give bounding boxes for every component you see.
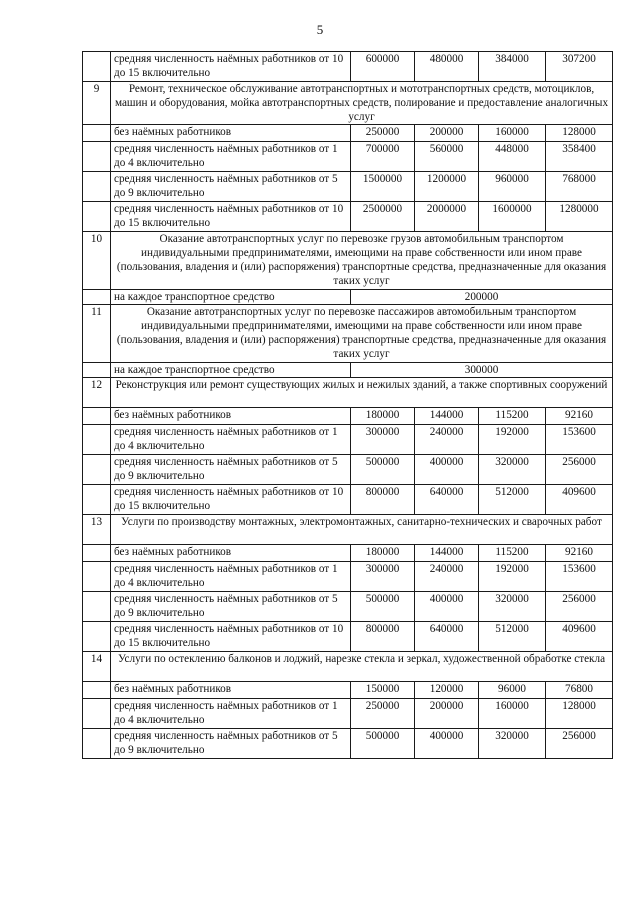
row-number-cell — [83, 125, 111, 142]
rate-value-3: 320000 — [479, 455, 546, 485]
rate-value-2: 640000 — [415, 622, 479, 652]
rate-value-3: 320000 — [479, 592, 546, 622]
rate-value-3: 115200 — [479, 545, 546, 562]
row-number-cell — [83, 363, 111, 378]
section-header-row — [83, 652, 613, 682]
rate-value-4: 76800 — [546, 682, 613, 699]
section-header-row — [83, 378, 613, 408]
rate-value-2: 400000 — [415, 455, 479, 485]
row-number-cell — [83, 172, 111, 202]
rate-row — [83, 729, 613, 759]
rate-row — [83, 202, 613, 232]
rate-value-3: 320000 — [479, 729, 546, 759]
row-number-cell — [83, 622, 111, 652]
section-title: Реконструкция или ремонт существующих жилых и нежилых зданий, а также спортивных сооружений — [111, 378, 613, 408]
row-number-cell — [83, 729, 111, 759]
rate-value-4: 128000 — [546, 125, 613, 142]
row-label: средняя численность наёмных работников от 5 до 9 включительно — [111, 729, 351, 759]
row-label: на каждое транспортное средство — [111, 363, 351, 378]
section-title: Услуги по остеклению балконов и лоджий, нарезке стекла и зеркал, художественной обработке стекла — [111, 652, 613, 682]
rate-value-4: 92160 — [546, 545, 613, 562]
vehicle-rate-row — [83, 363, 613, 378]
rate-value-1: 250000 — [351, 699, 415, 729]
rate-value-3: 192000 — [479, 562, 546, 592]
row-number-cell — [83, 699, 111, 729]
section-number: 9 — [83, 82, 111, 125]
rate-value-2: 640000 — [415, 485, 479, 515]
section-title: Ремонт, техническое обслуживание автотранспортных и мототранспортных средств, мотоциклов, машин и оборудования, мойка автотранспортных средств, полирование и предоставление аналогичных услуг — [111, 82, 613, 125]
rate-value-1: 800000 — [351, 485, 415, 515]
rate-value-3: 384000 — [479, 52, 546, 82]
rate-value: 300000 — [351, 363, 613, 378]
rate-value-2: 1200000 — [415, 172, 479, 202]
rate-value-3: 512000 — [479, 622, 546, 652]
rate-value-1: 800000 — [351, 622, 415, 652]
rate-row — [83, 592, 613, 622]
row-number-cell — [83, 52, 111, 82]
rate-value-2: 144000 — [415, 545, 479, 562]
rate-value-3: 160000 — [479, 125, 546, 142]
rate-row — [83, 142, 613, 172]
section-number: 12 — [83, 378, 111, 408]
rate-value-2: 2000000 — [415, 202, 479, 232]
rate-value-2: 120000 — [415, 682, 479, 699]
row-label: средняя численность наёмных работников от 10 до 15 включительно — [111, 202, 351, 232]
row-label: средняя численность наёмных работников от 5 до 9 включительно — [111, 592, 351, 622]
rate-value-2: 240000 — [415, 562, 479, 592]
section-title: Услуги по производству монтажных, электромонтажных, санитарно-технических и сварочных работ — [111, 515, 613, 545]
row-number-cell — [83, 425, 111, 455]
rate-value-1: 180000 — [351, 408, 415, 425]
row-label: средняя численность наёмных работников от 10 до 15 включительно — [111, 52, 351, 82]
rate-value-4: 409600 — [546, 622, 613, 652]
rate-row — [83, 562, 613, 592]
section-header-row — [83, 515, 613, 545]
row-label: средняя численность наёмных работников от 10 до 15 включительно — [111, 622, 351, 652]
row-number-cell — [83, 455, 111, 485]
row-label: без наёмных работников — [111, 545, 351, 562]
section-header-row — [83, 82, 613, 125]
section-number: 14 — [83, 652, 111, 682]
rate-value-4: 307200 — [546, 52, 613, 82]
rate-value-1: 300000 — [351, 425, 415, 455]
rate-row — [83, 172, 613, 202]
row-number-cell — [83, 545, 111, 562]
rate-value-2: 400000 — [415, 592, 479, 622]
section-header-row — [83, 232, 613, 290]
section-number: 11 — [83, 305, 111, 363]
rate-row — [83, 425, 613, 455]
rate-value-3: 1600000 — [479, 202, 546, 232]
rate-value-4: 256000 — [546, 592, 613, 622]
rate-value-1: 500000 — [351, 455, 415, 485]
rate-row — [83, 682, 613, 699]
rate-row — [83, 52, 613, 82]
rate-value-4: 358400 — [546, 142, 613, 172]
row-label: средняя численность наёмных работников от 1 до 4 включительно — [111, 699, 351, 729]
row-number-cell — [83, 562, 111, 592]
row-number-cell — [83, 485, 111, 515]
row-number-cell — [83, 290, 111, 305]
row-label: без наёмных работников — [111, 408, 351, 425]
row-label: средняя численность наёмных работников от 5 до 9 включительно — [111, 172, 351, 202]
section-header-row — [83, 305, 613, 363]
section-number: 13 — [83, 515, 111, 545]
section-title: Оказание автотранспортных услуг по перевозке грузов автомобильным транспортом индивидуальными предпринимателями, имеющими на праве собственности или ином праве (пользования, владения и (или) распоряжения) транспортные средства, предназначенные для оказания таких услуг — [111, 232, 613, 290]
vehicle-rate-row — [83, 290, 613, 305]
rate-value-1: 700000 — [351, 142, 415, 172]
row-label: без наёмных работников — [111, 125, 351, 142]
rate-value-4: 153600 — [546, 425, 613, 455]
rate-value-1: 500000 — [351, 592, 415, 622]
row-label: средняя численность наёмных работников от 5 до 9 включительно — [111, 455, 351, 485]
row-number-cell — [83, 202, 111, 232]
rates-table — [82, 51, 613, 759]
section-number: 10 — [83, 232, 111, 290]
rate-value-2: 240000 — [415, 425, 479, 455]
row-label: на каждое транспортное средство — [111, 290, 351, 305]
rate-value-1: 180000 — [351, 545, 415, 562]
rate-row — [83, 485, 613, 515]
rate-value-3: 115200 — [479, 408, 546, 425]
rate-row — [83, 125, 613, 142]
rate-value-3: 160000 — [479, 699, 546, 729]
rate-value-2: 200000 — [415, 125, 479, 142]
rate-value-4: 128000 — [546, 699, 613, 729]
rate-value-1: 600000 — [351, 52, 415, 82]
section-title: Оказание автотранспортных услуг по перевозке пассажиров автомобильным транспортом индивидуальными предпринимателями, имеющими на праве собственности или ином праве (пользования, владения и (или) распоряжения) транспортные средства, предназначенные для оказания таких услуг — [111, 305, 613, 363]
row-label: средняя численность наёмных работников от 10 до 15 включительно — [111, 485, 351, 515]
rate-value-3: 96000 — [479, 682, 546, 699]
row-number-cell — [83, 142, 111, 172]
rate-value-2: 560000 — [415, 142, 479, 172]
rate-row — [83, 408, 613, 425]
page-number: 5 — [316, 22, 324, 37]
rate-value-4: 1280000 — [546, 202, 613, 232]
rate-value-3: 448000 — [479, 142, 546, 172]
row-label: средняя численность наёмных работников от 1 до 4 включительно — [111, 142, 351, 172]
rate-value-3: 192000 — [479, 425, 546, 455]
rate-value-4: 256000 — [546, 729, 613, 759]
rate-row — [83, 545, 613, 562]
rate-value-3: 512000 — [479, 485, 546, 515]
rate-row — [83, 455, 613, 485]
rate-value-1: 2500000 — [351, 202, 415, 232]
row-label: средняя численность наёмных работников от 1 до 4 включительно — [111, 425, 351, 455]
rate-value-2: 400000 — [415, 729, 479, 759]
rate-value: 200000 — [351, 290, 613, 305]
row-number-cell — [83, 408, 111, 425]
rate-row — [83, 699, 613, 729]
rate-value-1: 1500000 — [351, 172, 415, 202]
rate-value-1: 250000 — [351, 125, 415, 142]
rate-value-4: 409600 — [546, 485, 613, 515]
rate-value-4: 153600 — [546, 562, 613, 592]
row-label: средняя численность наёмных работников от 1 до 4 включительно — [111, 562, 351, 592]
row-number-cell — [83, 682, 111, 699]
rate-value-4: 256000 — [546, 455, 613, 485]
rate-value-2: 200000 — [415, 699, 479, 729]
row-number-cell — [83, 592, 111, 622]
rate-row — [83, 622, 613, 652]
rate-value-1: 300000 — [351, 562, 415, 592]
rate-value-2: 144000 — [415, 408, 479, 425]
row-label: без наёмных работников — [111, 682, 351, 699]
rate-value-4: 92160 — [546, 408, 613, 425]
rate-value-3: 960000 — [479, 172, 546, 202]
rate-value-2: 480000 — [415, 52, 479, 82]
rate-value-1: 150000 — [351, 682, 415, 699]
rate-value-4: 768000 — [546, 172, 613, 202]
rate-value-1: 500000 — [351, 729, 415, 759]
